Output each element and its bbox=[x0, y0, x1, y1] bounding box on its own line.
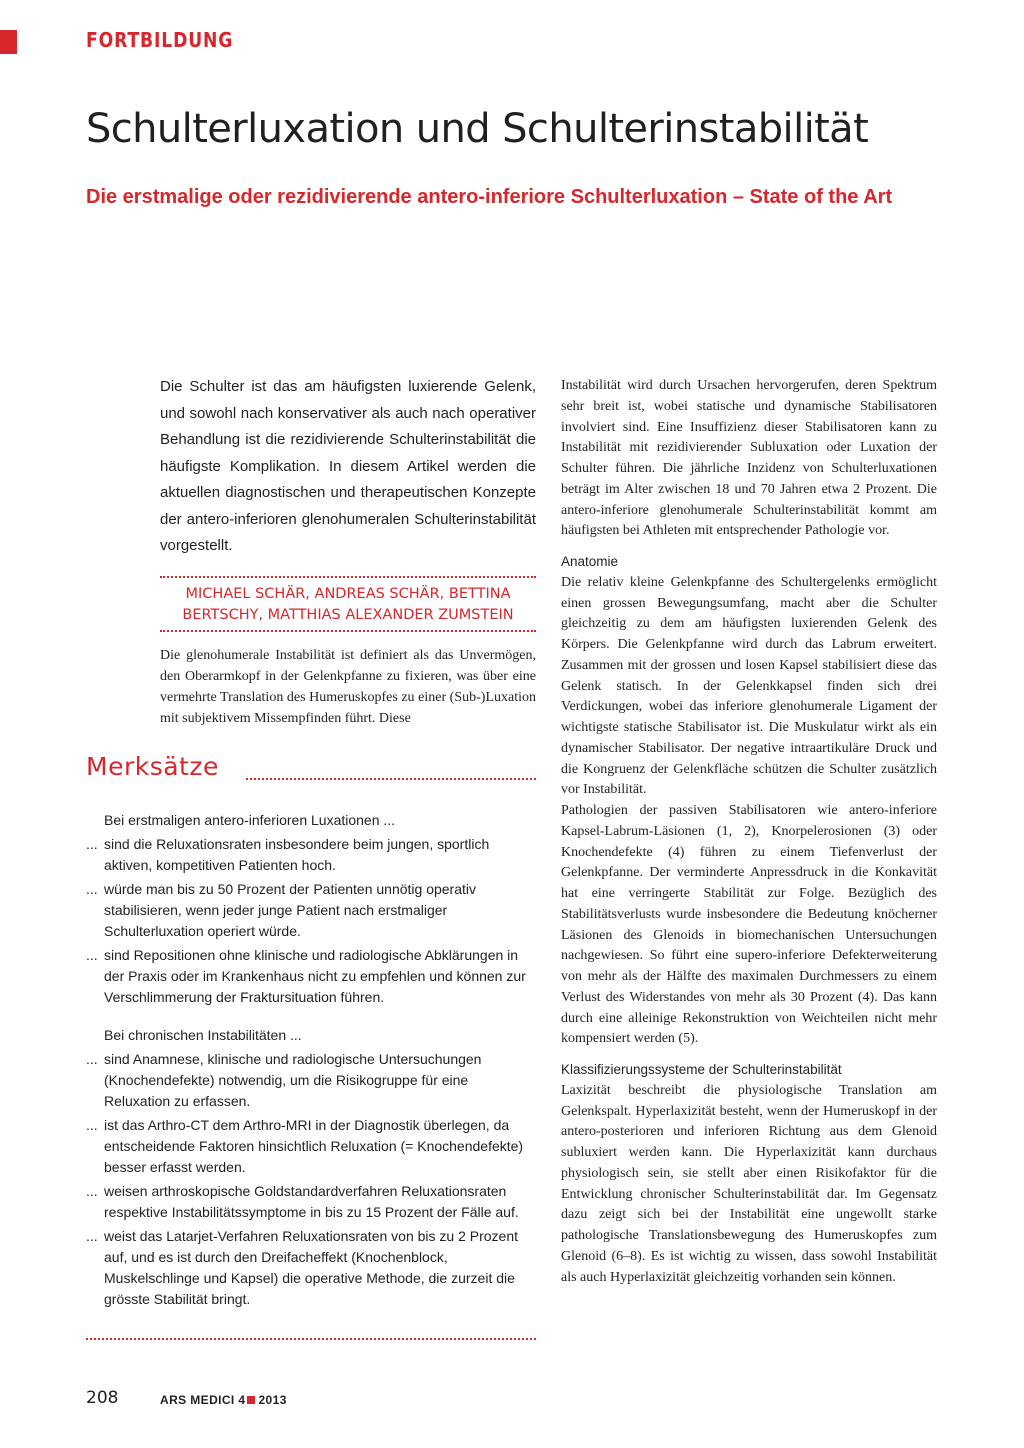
publication-footer bbox=[160, 1393, 287, 1407]
merksaetze-group-intro: Bei chronischen Instabilitäten ... bbox=[104, 1027, 302, 1043]
authors-bottom-divider bbox=[160, 630, 536, 632]
authors-top-divider bbox=[160, 576, 536, 578]
merksatz-item bbox=[86, 1181, 536, 1223]
ellipsis-marker: ... bbox=[86, 836, 98, 852]
merksatz-item bbox=[86, 945, 536, 1008]
ellipsis-marker: ... bbox=[86, 1051, 98, 1067]
merksatz-item bbox=[86, 1226, 536, 1310]
footer-square-marker bbox=[247, 1396, 255, 1404]
merksatz-text: würde man bis zu 50 Prozent der Patienten unnötig operativ stabilisieren, wenn jeder junge Patient nach erstmaliger Schulterluxation operiert würde. bbox=[104, 881, 477, 939]
body-paragraph: Instabilität wird durch Ursachen hervorgerufen, deren Spektrum sehr breit ist, wobei statische und dynamische Stabilisatoren involviert sind. Eine Insuffizienz dieser Stabilisatoren kann zu Instabilität mit rezidivierender Subluxation oder Luxation der Schulter führen. Die jährliche Inzidenz von Schulterluxationen beträgt im Alter zwischen 18 und 70 Jahren etwa 2 Prozent. Die antero-inferiore glenohumerale Schulterinstabilität kommt am häufigsten bei Athleten mit entsprechender Pathologie vor. bbox=[561, 378, 937, 539]
ellipsis-marker: ... bbox=[86, 881, 98, 897]
merksatz-item bbox=[86, 1115, 536, 1178]
merksatz-item bbox=[86, 1049, 536, 1112]
merksaetze-bottom-divider bbox=[86, 1338, 536, 1340]
merksaetze-group-first-luxation bbox=[86, 810, 536, 1011]
body-paragraph: Laxizität beschreibt die physiologische Translation am Gelenkspalt. Hyperlaxizität besteht, wenn der Humeruskopf in der antero-posterioren und inferioren Richtung aus dem Glenoid subluxiert werden kann. Die Hyperlaxizität kann durchaus physiologisch sein, sie stellt aber einen Risikofaktor für die Entwicklung chronischer Schulterinstabilität dar. Im Gegensatz dazu zeigt sich bei der Instabilität eine ungewollt starke pathologische Translationsbewegung des Humeruskopfes zum Glenoid (6–8). Es ist wichtig zu wissen, dass sowohl Instabilität als auch Hyperlaxizität gleichzeitig vorhanden sein können. bbox=[561, 1082, 937, 1285]
ellipsis-marker: ... bbox=[86, 1228, 98, 1244]
merksatz-text: ist das Arthro-CT dem Arthro-MRI in der Diagnostik überlegen, da entscheidende Faktoren hinsichtlich Reluxation (= Knochendefekte) besser erfasst werden. bbox=[104, 1117, 524, 1175]
body-paragraph: Pathologien der passiven Stabilisatoren wie antero-inferiore Kapsel-Labrum-Läsionen (1, 2), Knorpelerosionen (3) oder Knochendefekte (4) führen zu einem Tiefenverlust der Gelenkpfanne. Der verminderte Anpressdruck in die Konkavität hat eine verringerte Stabilität zur Folge. Bezüglich des Stabilitätsverlusts wurde insbesondere die Bedeutung knöcherner Läsionen des Glenoids in biomechanischen Untersuchungen nachgewiesen. So führt eine supero-inferiore Defekterweiterung von mehr als der Hälfte des maximalen Durchmessers zu einem Verlust des Widerstandes von mehr als 30 Prozent (4). Das kann durch eine alleinige Rekonstruktion von Weichteilen nicht mehr kompensiert werden (5). bbox=[561, 803, 937, 1047]
publication-year: 2013 bbox=[258, 1393, 287, 1407]
merksaetze-group-chronic bbox=[86, 1025, 536, 1313]
merksaetze-group-intro: Bei erstmaligen antero-inferioren Luxationen ... bbox=[104, 812, 396, 828]
section-marker bbox=[0, 30, 17, 54]
journal-name: ARS MEDICI 4 bbox=[160, 1393, 246, 1407]
article-title: Schulterluxation und Schulterinstabilität bbox=[86, 106, 869, 152]
section-heading-anatomie: Anatomie bbox=[561, 554, 619, 569]
lead-paragraph: Die Schulter ist das am häufigsten luxierende Gelenk, und sowohl nach konservativer als auch nach operativer Behandlung ist die rezidivierende Schulterinstabilität die häufigste Komplikation. In diesem Artikel werden die aktuellen diagnostischen und therapeutischen Konzepte der antero-inferioren glenohumeralen Schulterinstabilität vorgestellt. bbox=[160, 378, 536, 554]
ellipsis-marker: ... bbox=[86, 1183, 98, 1199]
merksatz-item bbox=[86, 879, 536, 942]
merksatz-text: sind die Reluxationsraten insbesondere beim jungen, sportlich aktiven, kompetitiven Patienten hoch. bbox=[104, 836, 490, 873]
body-paragraph: Die relativ kleine Gelenkpfanne des Schultergelenks ermöglicht einen grossen Bewegungsumfang, macht aber die Schulter gleichzeitig zu dem am häufigsten luxierenden Gelenk des Körpers. Die Gelenkpfanne wird durch das Labrum erweitert. Zusammen mit der grossen und losen Kapsel stabilisiert diese das Gelenk statisch. In der Gelenkkapsel finden sich drei Verdickungen, wobei das inferiore glenohumerale Ligament der wichtigste statische Stabilisator ist. Die Muskulatur wirkt als ein dynamischer Stabilisator. Der negative intraartikuläre Druck und die Kongruenz der Gelenkfläche schützen die Schulter zusätzlich vor Instabilität. bbox=[561, 574, 937, 798]
merksatz-item bbox=[86, 834, 536, 876]
ellipsis-marker: ... bbox=[86, 1117, 98, 1133]
ellipsis-marker: ... bbox=[86, 947, 98, 963]
page-number: 208 bbox=[86, 1388, 119, 1408]
merksatz-text: sind Anamnese, klinische und radiologische Untersuchungen (Knochendefekte) notwendig, um die Risikogruppe für eine Reluxation zu erfassen. bbox=[104, 1051, 482, 1109]
section-heading-klassifizierung: Klassifizierungssysteme der Schulterinstabilität bbox=[561, 1062, 842, 1077]
merksatz-text: sind Repositionen ohne klinische und radiologische Abklärungen in der Praxis oder im Krankenhaus nicht zu empfehlen und können zur Verschlimmerung der Fraktursituation führen. bbox=[104, 947, 526, 1005]
right-column bbox=[561, 376, 937, 1288]
intro-paragraph: Die glenohumerale Instabilität ist definiert als das Unvermögen, den Oberarmkopf in der Gelenkpfanne zu fixieren, was über eine vermehrte Translation des Humeruskopfes zu einer (Sub-)Luxation mit subjektivem Missempfinden führt. Diese bbox=[160, 648, 536, 726]
merksaetze-heading-divider bbox=[246, 778, 536, 780]
section-label: FORTBILDUNG bbox=[86, 28, 234, 52]
article-subtitle: Die erstmalige oder rezidivierende antero-inferiore Schulterluxation – State of the Art bbox=[86, 186, 893, 208]
merksatz-text: weist das Latarjet-Verfahren Reluxationsraten von bis zu 2 Prozent auf, und es ist durch den Dreifacheffekt (Knochenblock, Muskelschlinge und Kapsel) die operative Methode, die zurzeit die grösste Stabilität bringt. bbox=[104, 1228, 519, 1307]
author-list: MICHAEL SCHÄR, ANDREAS SCHÄR, BETTINA BERTSCHY, MATTHIAS ALEXANDER ZUMSTEIN bbox=[182, 586, 514, 623]
merksaetze-heading: Merksätze bbox=[86, 752, 219, 781]
merksatz-text: weisen arthroskopische Goldstandardverfahren Reluxationsraten respektive Instabilitätssymptome in bis zu 15 Prozent der Fälle auf. bbox=[104, 1183, 519, 1220]
